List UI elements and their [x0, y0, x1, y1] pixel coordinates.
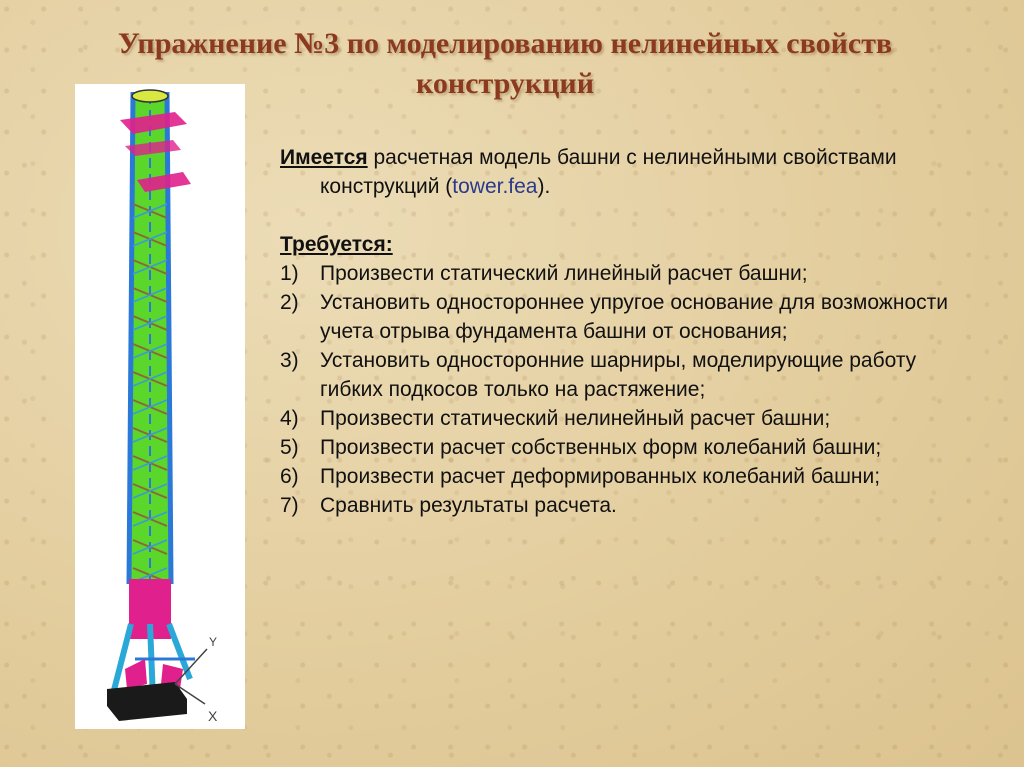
step-text: Установить одностороннее упругое основание для возможности учета отрыва фундамента башни от основания;: [320, 291, 948, 343]
list-item: [280, 491, 980, 520]
step-number: 1): [280, 262, 299, 285]
slide-body: [280, 143, 980, 520]
intro-text: расчетная модель башни с нелинейными свойствами конструкций (: [320, 146, 897, 198]
tower-model-drawing: [75, 84, 245, 729]
step-text: Произвести расчет собственных форм колебаний башни;: [320, 436, 882, 459]
spacer: [280, 201, 980, 230]
title-line-2: конструкций: [415, 67, 595, 100]
tower-cap: [132, 90, 168, 102]
step-number: 6): [280, 465, 299, 488]
title-line-1: Упражнение №3 по моделированию нелинейных свойств: [117, 27, 893, 60]
intro-paragraph: [280, 143, 980, 201]
intro-text-end: ).: [537, 175, 551, 198]
step-number: 2): [280, 291, 299, 314]
axis-y-label: Y: [209, 635, 218, 649]
list-item: [280, 462, 980, 491]
step-text: Установить односторонние шарниры, моделирующие работу гибких подкосов только на растяжение;: [320, 349, 917, 401]
step-text: Произвести расчет деформированных колебаний башни;: [320, 465, 881, 488]
step-number: 4): [280, 407, 299, 430]
steps-list: [280, 259, 980, 520]
intro-filename: tower.fea: [452, 175, 538, 198]
step-text: Произвести статический линейный расчет башни;: [320, 262, 808, 285]
list-item: [280, 404, 980, 433]
support-patch-1: [125, 659, 147, 689]
required-label: Требуется:: [280, 233, 393, 256]
step-number: 5): [280, 436, 299, 459]
list-item: [280, 259, 980, 288]
intro-keyword: Имеется: [280, 146, 368, 169]
list-item: [280, 346, 980, 404]
step-text: Произвести статический нелинейный расчет башни;: [320, 407, 831, 430]
step-number: 7): [280, 494, 299, 517]
foundation: [107, 682, 187, 721]
step-text: Сравнить результаты расчета.: [320, 494, 617, 517]
step-number: 3): [280, 349, 299, 372]
axis-x-label: X: [208, 708, 218, 724]
list-item: [280, 288, 980, 346]
tower-model-image: [75, 84, 245, 729]
list-item: [280, 433, 980, 462]
